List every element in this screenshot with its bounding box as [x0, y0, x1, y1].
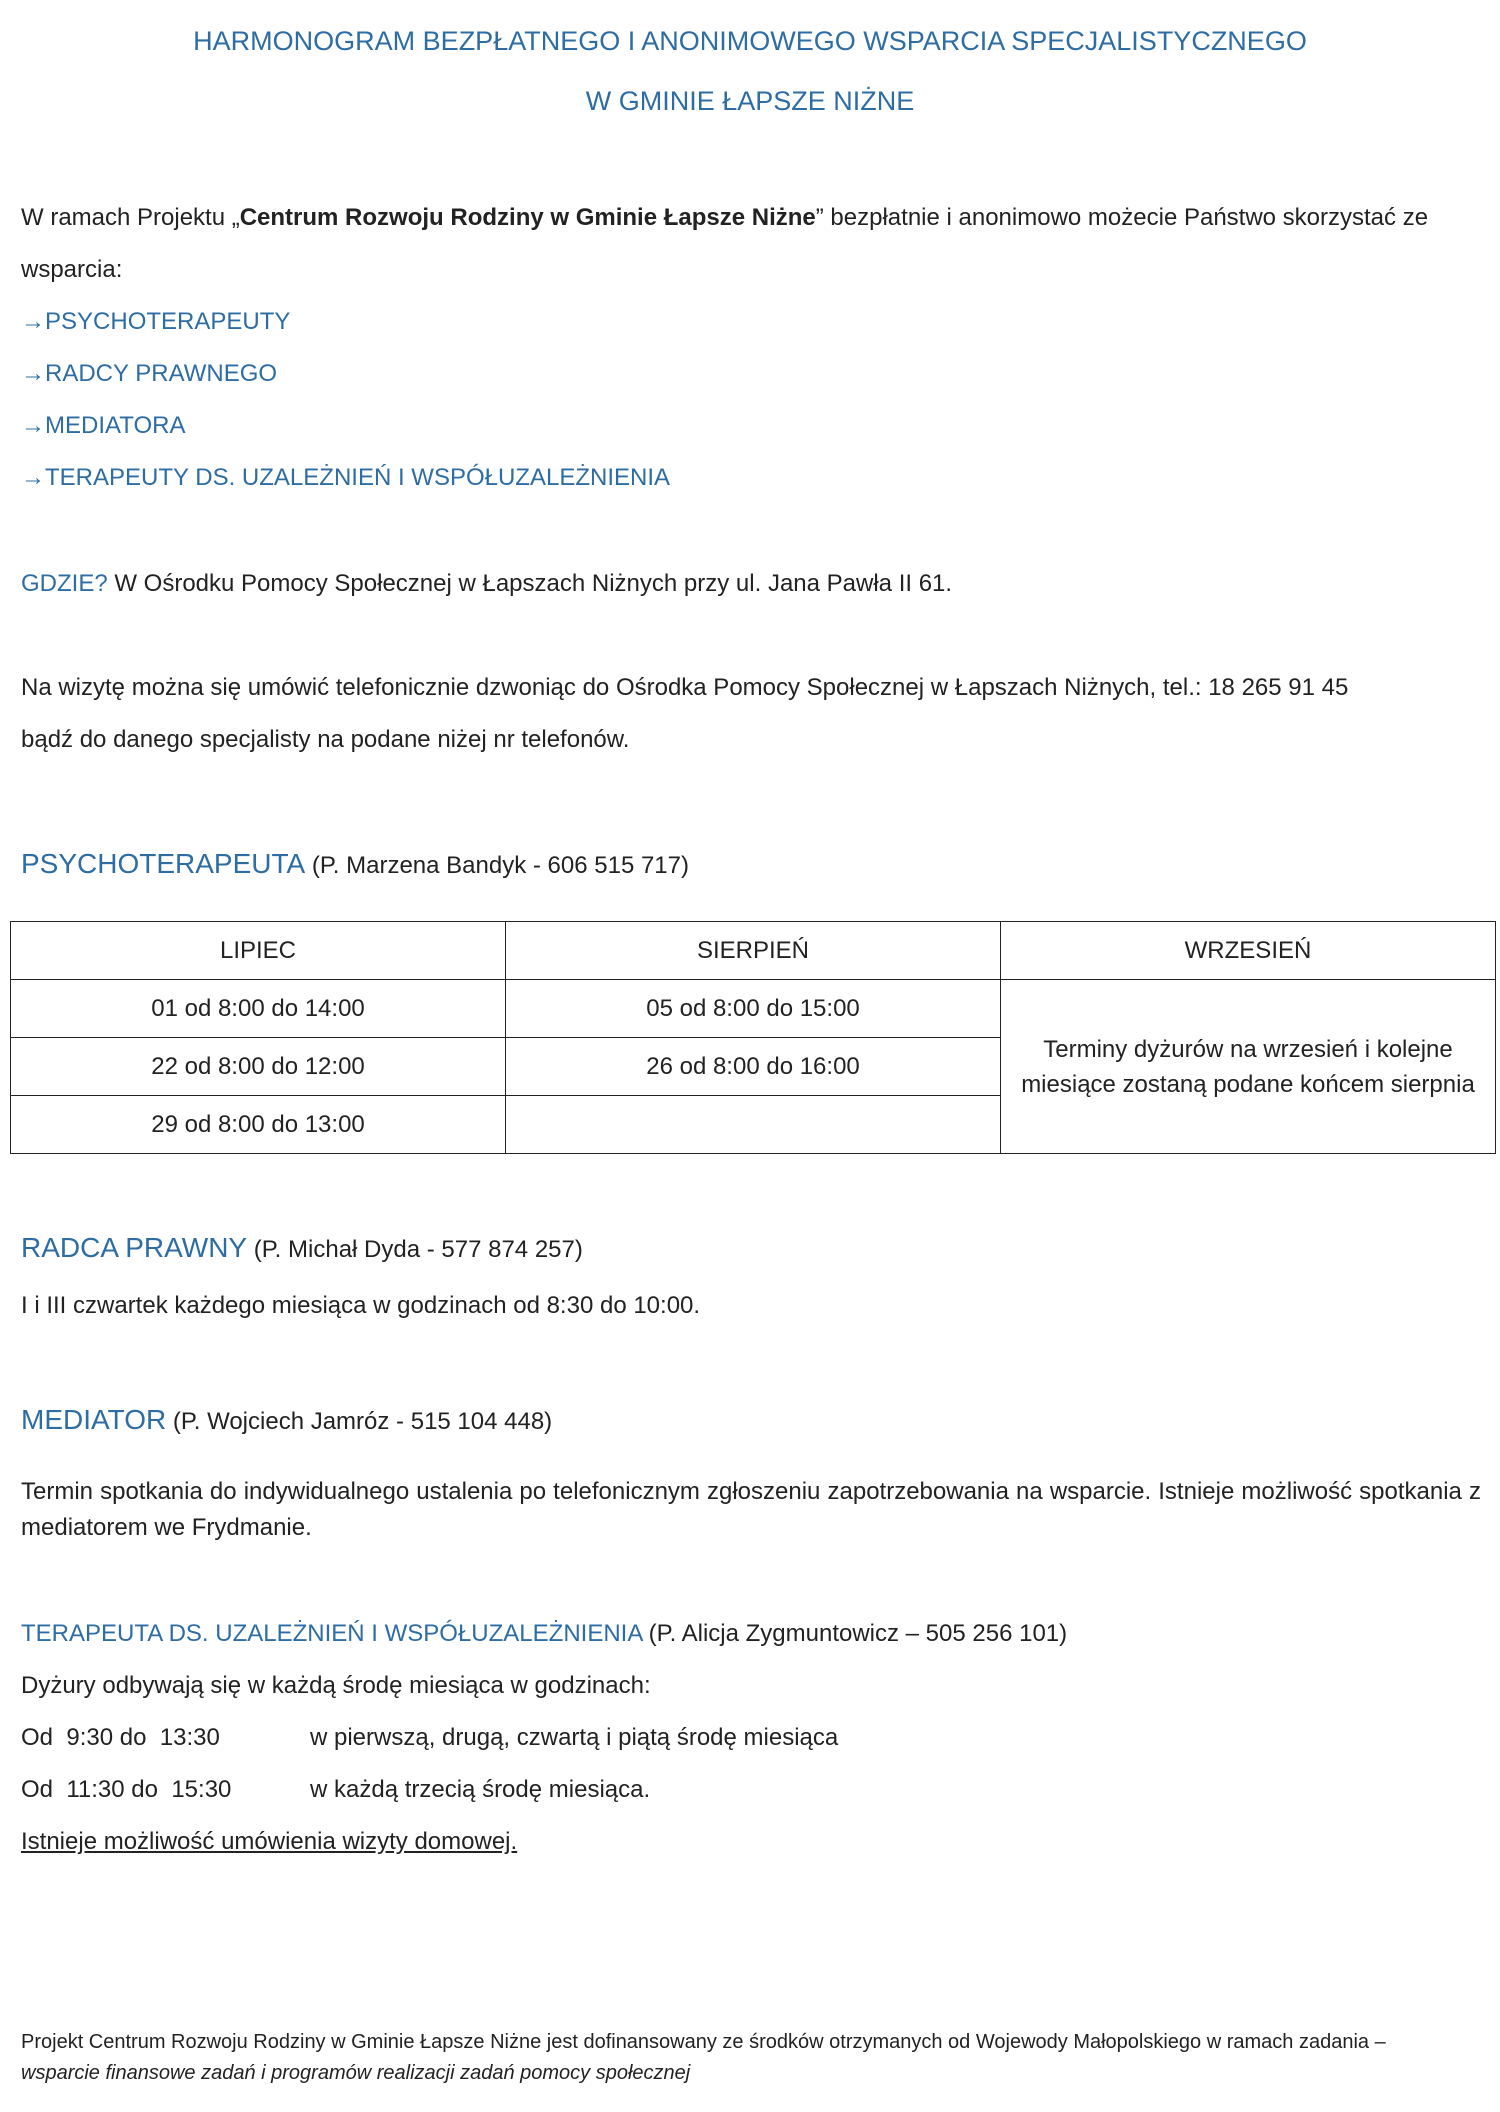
cell-lipiec-3: 29 od 8:00 do 13:00: [11, 1096, 506, 1154]
cell-lipiec-2: 22 od 8:00 do 12:00: [11, 1038, 506, 1096]
service-item-mediator: →MEDIATORA: [21, 412, 186, 439]
addiction-title: TERAPEUTA DS. UZALEŻNIEŃ I WSPÓŁUZALEŻNIENIA: [21, 1620, 643, 1647]
schedule-time: Od 11:30 do 15:30: [21, 1776, 232, 1803]
schedule-row: [21, 1776, 650, 1804]
schedule-desc: w pierwszą, drugą, czwartą i piątą środę miesiąca: [310, 1724, 839, 1751]
cell-sierpien-1: 05 od 8:00 do 15:00: [506, 980, 1001, 1038]
where-line: [21, 570, 952, 598]
cell-wrzesien-note: Terminy dyżurów na wrzesień i kolejne miesiące zostaną podane końcem sierpnia: [1001, 980, 1496, 1154]
schedule-row: [21, 1724, 838, 1752]
mediator-heading: [21, 1404, 552, 1436]
home-visit-note: Istnieje możliwość umówienia wizyty domowej.: [21, 1828, 518, 1855]
appointment-line1: Na wizytę można się umówić telefonicznie dzwoniąc do Ośrodka Pomocy Społecznej w Łapszach Niżnych, tel.: 18 265 91 45: [21, 674, 1349, 701]
mediator-text: Termin spotkania do indywidualnego ustalenia po telefonicznym zgłoszeniu zapotrzebowania na wsparcie. Istnieje możliwość spotkania z mediatorem we Frydmanie.: [21, 1478, 1481, 1541]
intro-paragraph: [21, 192, 1481, 296]
header-sierpien: SIERPIEŃ: [506, 922, 1001, 980]
mediator-contact: (P. Wojciech Jamróz - 515 104 448): [166, 1408, 553, 1435]
service-item-lawyer: →RADCY PRAWNEGO: [21, 360, 278, 387]
header-wrzesien: WRZESIEŃ: [1001, 922, 1496, 980]
cell-lipiec-1: 01 od 8:00 do 14:00: [11, 980, 506, 1038]
document-title-line2: W GMINIE ŁAPSZE NIŻNE: [585, 86, 915, 116]
cell-sierpien-2: 26 od 8:00 do 16:00: [506, 1038, 1001, 1096]
addiction-intro: Dyżury odbywają się w każdą środę miesiąca w godzinach:: [21, 1672, 651, 1699]
service-item-addiction-therapist: →TERAPEUTY DS. UZALEŻNIEŃ I WSPÓŁUZALEŻNIENIA: [21, 464, 671, 491]
footer-italic: wsparcie finansowe zadań i programów realizacji zadań pomocy społecznej: [21, 2062, 691, 2084]
lawyer-title: RADCA PRAWNY: [21, 1232, 248, 1263]
schedule-desc: w każdą trzecią środę miesiąca.: [310, 1776, 651, 1803]
lawyer-contact: (P. Michał Dyda - 577 874 257): [247, 1236, 583, 1263]
where-label: GDZIE?: [21, 570, 108, 597]
psychotherapist-heading: [21, 848, 689, 880]
psychotherapist-schedule-table: [10, 921, 1496, 1154]
schedule-time: Od 9:30 do 13:30: [21, 1724, 220, 1751]
service-item-psychotherapist: →PSYCHOTERAPEUTY: [21, 308, 291, 335]
lawyer-text: I i III czwartek każdego miesiąca w godzinach od 8:30 do 10:00.: [21, 1292, 701, 1319]
header-lipiec: LIPIEC: [11, 922, 506, 980]
cell-sierpien-3: [506, 1096, 1001, 1154]
addiction-contact: (P. Alicja Zygmuntowicz – 505 256 101): [642, 1620, 1068, 1647]
mediator-title: MEDIATOR: [21, 1404, 167, 1435]
addiction-heading: [21, 1620, 1067, 1648]
psychotherapist-contact: (P. Marzena Bandyk - 606 515 717): [305, 852, 689, 879]
table-row: [11, 980, 1496, 1038]
psychotherapist-title: PSYCHOTERAPEUTA: [21, 848, 306, 879]
lawyer-heading: [21, 1232, 583, 1264]
intro-prefix: W ramach Projektu „: [21, 204, 240, 231]
intro-suffix: ” bezpłatnie i anonimowo możecie Państwo skorzystać ze wsparcia:: [21, 204, 1429, 283]
appointment-line2: bądź do danego specjalisty na podane niżej nr telefonów.: [21, 726, 630, 753]
table-header-row: [11, 922, 1496, 980]
project-name: Centrum Rozwoju Rodziny w Gminie Łapsze Niżne: [239, 204, 816, 231]
footer-text: Projekt Centrum Rozwoju Rodziny w Gminie Łapsze Niżne jest dofinansowany ze środków otrzymanych od Wojewody Małopolskiego w ramach zadania –: [21, 2031, 1386, 2053]
document-title-line1: HARMONOGRAM BEZPŁATNEGO I ANONIMOWEGO WSPARCIA SPECJALISTYCZNEGO: [193, 26, 1307, 56]
funding-footer: [21, 2027, 1441, 2089]
where-text: W Ośrodku Pomocy Społecznej w Łapszach Niżnych przy ul. Jana Pawła II 61.: [107, 570, 953, 597]
